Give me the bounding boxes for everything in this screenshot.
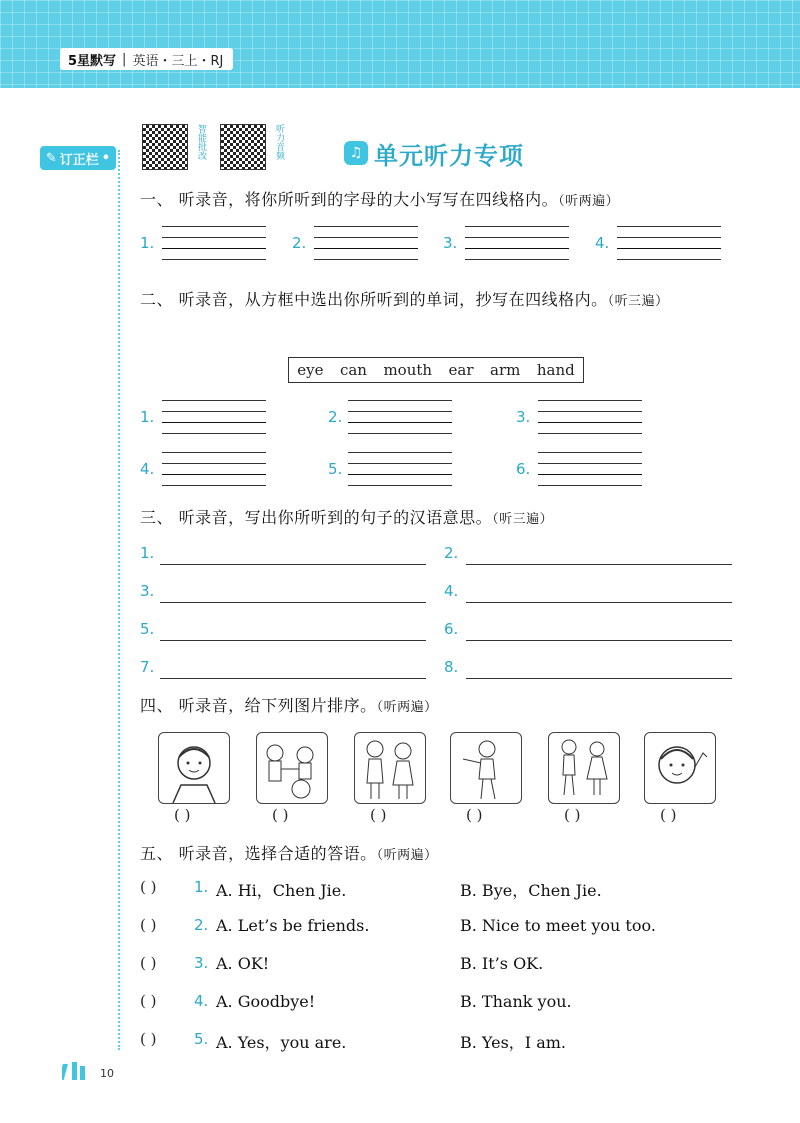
section-1-grid: [140, 224, 730, 264]
qr-code-icon[interactable]: [220, 124, 266, 170]
item-number: 1.: [140, 234, 155, 252]
answer-line[interactable]: [466, 564, 732, 565]
picture-boy-portrait: [158, 732, 230, 804]
answer-line[interactable]: [466, 602, 732, 603]
brand-label: 5星默写: [68, 53, 117, 69]
sidebar-dotted-line: [118, 150, 120, 1050]
four-line-grid[interactable]: [314, 224, 418, 260]
answer-line[interactable]: [160, 678, 426, 679]
four-line-grid[interactable]: [162, 450, 266, 486]
question-row: ( ) 3. A. OK! B. It’s OK.: [140, 954, 544, 973]
question-row: ( ) 4. A. Goodbye! B. Thank you.: [140, 992, 572, 1011]
book-tab: [60, 48, 233, 70]
four-line-grid[interactable]: [348, 398, 452, 434]
header-band: [0, 0, 800, 88]
four-line-grid[interactable]: [538, 450, 642, 486]
answer-line[interactable]: [466, 640, 732, 641]
pencil-icon: ✎: [45, 150, 57, 166]
answer-line[interactable]: [160, 564, 426, 565]
section-5-items: [140, 876, 740, 1056]
qr-label: 智能批改: [196, 124, 206, 160]
four-line-grid[interactable]: [162, 398, 266, 434]
section-4-heading: 四、 听录音，给下列图片排序。（听两遍）: [140, 696, 438, 715]
picture-boy-touching-ear: [644, 732, 716, 804]
section-2-grid: 1. 2. 3. 4. 5. 6.: [140, 398, 660, 492]
picture-row: ( ) ( ) ( ) ( ) ( ) ( ): [158, 732, 738, 828]
correction-tab: [40, 146, 116, 170]
correction-label: 订正栏: [59, 152, 99, 168]
page-number: 10: [100, 1067, 114, 1080]
subject-label: 英语・三上・RJ: [132, 53, 224, 69]
four-line-grid[interactable]: [162, 224, 266, 260]
item-number: 3.: [443, 234, 458, 252]
four-line-grid[interactable]: [538, 398, 642, 434]
picture-boy-pointing: [450, 732, 522, 804]
word-bank: eye can mouth ear arm hand: [288, 357, 584, 383]
section-3-heading: 三、 听录音，写出你所听到的句子的汉语意思。（听三遍）: [140, 508, 554, 527]
picture-boy-and-girl: [548, 732, 620, 804]
page-title: ♫ 单元听力专项: [344, 138, 524, 168]
item-number: 2.: [292, 234, 307, 252]
qr-code-icon[interactable]: [142, 124, 188, 170]
separator: |: [122, 51, 127, 67]
picture-girl-helping-grandparent: [256, 732, 328, 804]
books-icon: [62, 1060, 96, 1084]
section-3-lines: 1. 2. 3. 4. 5. 6. 7. 8.: [140, 544, 740, 684]
four-line-grid[interactable]: [348, 450, 452, 486]
qr-block-2: [220, 124, 284, 170]
qr-block-1: [142, 124, 206, 170]
question-row: ( ) 5. A. Yes，you are. B. Yes，I am.: [140, 1030, 566, 1052]
question-row: ( ) 1. A. Hi，Chen Jie. B. Bye，Chen Jie.: [140, 878, 602, 900]
question-row: ( ) 2. A. Let’s be friends. B. Nice to meet you too.: [140, 916, 656, 935]
section-1-heading: 一、 听录音，将你所听到的字母的大小写写在四线格内。（听两遍）: [140, 190, 620, 209]
section-2-heading: 二、 听录音，从方框中选出你所听到的单词，抄写在四线格内。（听三遍）: [140, 290, 669, 309]
item-number: 4.: [595, 234, 610, 252]
four-line-grid[interactable]: [617, 224, 721, 260]
dot-icon: •: [101, 150, 111, 166]
four-line-grid[interactable]: [465, 224, 569, 260]
qr-label: 听力音频: [274, 124, 284, 160]
headphones-icon: ♫: [344, 141, 368, 165]
answer-line[interactable]: [160, 602, 426, 603]
section-5-heading: 五、 听录音，选择合适的答语。（听两遍）: [140, 844, 438, 863]
answer-line[interactable]: [466, 678, 732, 679]
answer-line[interactable]: [160, 640, 426, 641]
picture-two-children-greeting: [354, 732, 426, 804]
